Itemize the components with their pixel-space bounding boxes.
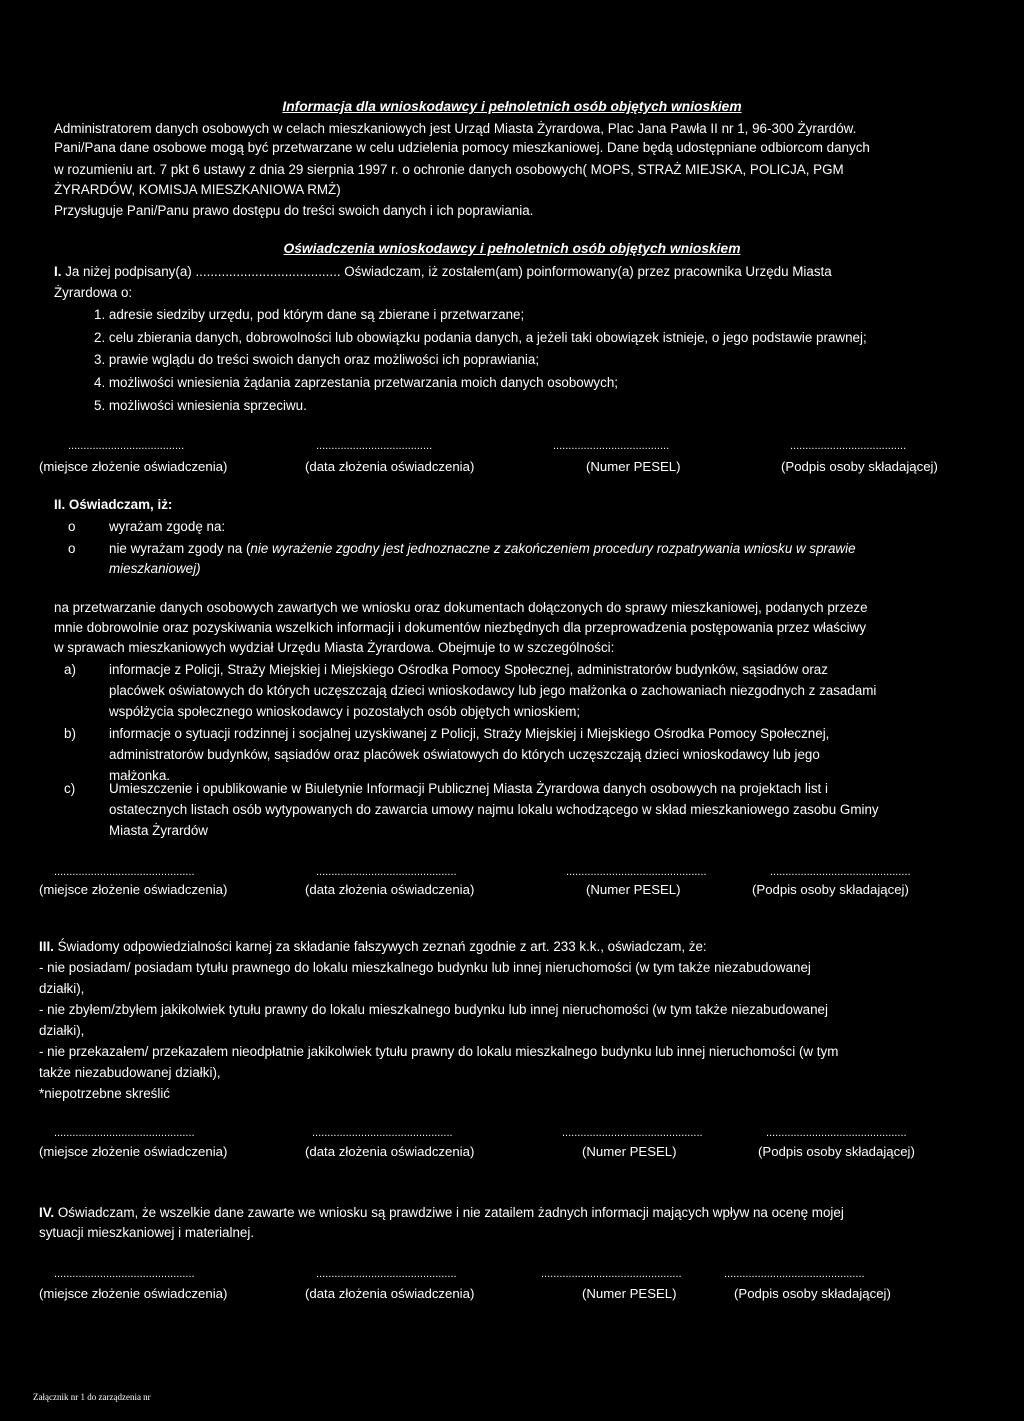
point-line: współżycia społecznego wnioskodawcy i pozostałych osób objętych wnioskiem; [109, 704, 581, 719]
declarations-heading: Oświadczenia wnioskodawcy i pełnoletnich osób objętych wnioskiem [283, 241, 741, 256]
signature-dots: ...................................... [790, 440, 907, 452]
signature-dots: .............................................. [766, 1127, 907, 1139]
section-3-line: także niezabudowanej działki), [39, 1065, 221, 1080]
signature-dots: .............................................. [316, 866, 457, 878]
signature-dots: .............................................. [566, 866, 707, 878]
section-2-body-line: w sprawach mieszkaniowych wydział Urzędu Miasta Żyrardowa. Obejmuje to w szczególności: [54, 640, 615, 655]
section-2-body [54, 598, 984, 658]
info-heading: Informacja dla wnioskodawcy i pełnoletnich osób objętych wnioskiem [282, 99, 742, 114]
info-line: Pani/Pana dane osobowe mogą być przetwarzane w celu udzielenia pomocy mieszkaniowej. Dane będą udostępniane odbiorcom danych [54, 140, 870, 155]
signature-pesel-label: (Numer PESEL) [582, 1144, 677, 1159]
section-1-numeral: I. [54, 264, 62, 279]
signature-dots: ...................................... [316, 440, 433, 452]
signature-dots: .............................................. [54, 1127, 195, 1139]
signature-date-label: (data złożenia oświadczenia) [305, 1144, 475, 1159]
point-a-text [109, 660, 876, 723]
section-4-text: Oświadczam, że wszelkie dane zawarte we wniosku są prawdziwe i nie zatailem żadnych informacji mających wpływ na ocenę mojej [57, 1205, 844, 1220]
point-line: Miasta Żyrardów [109, 823, 208, 838]
section-1-item: 1. adresie siedziby urzędu, pod którym dane są zbierane i przetwarzane; [94, 307, 525, 322]
disagree-prefix: nie wyrażam zgody na ( [109, 541, 251, 556]
section-1-item: 4. możliwości wniesienia żądania zaprzestania przetwarzania moich danych osobowych; [94, 375, 618, 390]
footer-note: Załącznik nr 1 do zarządzenia nr [33, 1392, 151, 1402]
point-line: placówek oświatowych do których uczęszczają dzieci wnioskodawcy lub jego małżonka o zachowaniach niezgodnych z zasadami [109, 683, 877, 698]
point-line: informacje o sytuacji rodzinnej i socjalnej uzyskiwanej z Policji, Straży Miejskiej i Miejskiego Ośrodka Pomocy Społecznej, [109, 726, 830, 741]
signature-date-label: (data złożenia oświadczenia) [305, 459, 475, 474]
option-bullet: o [68, 541, 76, 556]
signature-dots: .............................................. [541, 1268, 682, 1280]
consent-option-agree: wyrażam zgodę na: [109, 519, 226, 534]
disagree-note: nie wyrażenie zgodny jest jednoznaczne z zakończeniem procedury rozpatrywania wniosku w sprawie [250, 541, 856, 556]
info-line: w rozumieniu art. 7 pkt 6 ustawy z dnia 29 sierpnia 1997 r. o ochronie danych osobowych( MOPS, STRAŻ MIEJSKA, POLICJA, PGM [54, 162, 844, 177]
disagree-note-cont: mieszkaniowej) [109, 561, 201, 576]
section-1-text: Ja niżej podpisany(a) ....................................... Oświadczam, iż zostałem(am) poinformowany(a) przez pracownika Urzędu Miasta [65, 264, 832, 279]
section-3-line: - nie zbyłem/zbyłem jakikolwiek tytułu prawny do lokalu mieszkalnego budynku lub innej nieruchomości (w tym także niezabudowanej [39, 1002, 828, 1017]
signature-pesel-label: (Numer PESEL) [586, 882, 681, 897]
signature-dots: .............................................. [312, 1127, 453, 1139]
section-4-line1 [39, 1203, 844, 1222]
section-2-body-line: na przetwarzanie danych osobowych zawartych we wniosku oraz dokumentach dołączonych do sprawy mieszkaniowej, podanych przeze [54, 600, 868, 615]
info-line: Administratorem danych osobowych w celach mieszkaniowych jest Urząd Miasta Żyrardowa, Plac Jana Pawła II nr 1, 96-300 Żyrardów. [54, 121, 857, 136]
point-letter: c) [64, 781, 76, 796]
signature-sign-label: (Podpis osoby składającej) [758, 1144, 915, 1159]
signature-dots: ...................................... [553, 440, 670, 452]
section-2-numeral: II. [54, 497, 66, 512]
signature-dots: .............................................. [724, 1268, 865, 1280]
section-2-title-text: Oświadczam, iż: [68, 497, 173, 512]
point-line: informacje z Policji, Straży Miejskiej i Miejskiego Ośrodka Pomocy Społecznej, administratorów budynków, sąsiadów oraz [109, 662, 828, 677]
section-3-line: - nie przekazałem/ przekazałem nieodpłatnie jakikolwiek tytułu prawny do lokalu mieszkalnego budynku lub innej nieruchomości (w tym [39, 1044, 839, 1059]
signature-dots: .............................................. [316, 1268, 457, 1280]
signature-place-label: (miejsce złożenie oświadczenia) [39, 1144, 228, 1159]
signature-sign-label: (Podpis osoby składającej) [781, 459, 938, 474]
signature-sign-label: (Podpis osoby składającej) [734, 1286, 891, 1301]
section-3-body [39, 958, 838, 1105]
signature-place-label: (miejsce złożenie oświadczenia) [39, 882, 228, 897]
signature-sign-label: (Podpis osoby składającej) [752, 882, 909, 897]
point-letter: a) [64, 662, 76, 677]
section-4-line2: sytuacji mieszkaniowej i materialnej. [39, 1225, 255, 1240]
footnote: *niepotrzebne skreślić [39, 1086, 170, 1101]
signature-dots: .............................................. [54, 866, 195, 878]
section-3-line: działki), [39, 1023, 85, 1038]
section-1-line2: Żyrardowa o: [54, 285, 133, 300]
point-line: ostatecznych listach osób wytypowanych do zawarcia umowy najmu lokalu wchodzącego w skład mieszkaniowego zasobu Gminy [109, 802, 879, 817]
signature-date-label: (data złożenia oświadczenia) [305, 1286, 475, 1301]
section-4-numeral: IV. [39, 1205, 55, 1220]
info-paragraph [54, 119, 984, 221]
option-bullet: o [68, 519, 76, 534]
section-3-line: działki), [39, 981, 85, 996]
signature-pesel-label: (Numer PESEL) [582, 1286, 677, 1301]
section-1-item: 5. możliwości wniesienia sprzeciwu. [94, 398, 307, 413]
section-3-title [39, 937, 707, 956]
point-line: Umieszczenie i opublikowanie w Biuletynie Informacji Publicznej Miasta Żyrardowa danych osobowych na projektach list i [109, 781, 828, 796]
info-line: Przysługuje Pani/Panu prawo dostępu do treści swoich danych i ich poprawiania. [54, 203, 534, 218]
section-2-body-line: mnie dobrowolnie oraz pozyskiwania wszelkich informacji i dokumentów niezbędnych dla przeprowadzenia postępowania przez właściwy [54, 620, 867, 635]
signature-date-label: (data złożenia oświadczenia) [305, 882, 475, 897]
point-letter: b) [64, 726, 76, 741]
point-line: administratorów budynków, sąsiadów oraz placówek oświatowych do których uczęszczają dzieci wnioskodawcy lub jego [109, 747, 820, 762]
section-3-numeral: III. [39, 939, 54, 954]
point-line: małżonka. [109, 768, 171, 783]
section-1-item: 2. celu zbierania danych, dobrowolności lub obowiązku podania danych, a jeżeli taki obowiązek istnieje, o jego podstawie prawnej; [94, 330, 867, 345]
info-line: ŻYRARDÓW, KOMISJA MIESZKANIOWA RMŻ) [54, 182, 341, 197]
consent-option-disagree [109, 539, 856, 558]
point-c-text [109, 779, 879, 842]
section-3-intro: Świadomy odpowiedzialności karnej za składanie fałszywych zeznań zgodnie z art. 233 k.k., oświadczam, że: [57, 939, 707, 954]
signature-dots: .............................................. [562, 1127, 703, 1139]
signature-dots: .............................................. [54, 1268, 195, 1280]
signature-dots: .............................................. [770, 866, 911, 878]
section-1-item: 3. prawie wglądu do treści swoich danych oraz możliwości ich poprawiania; [94, 352, 540, 367]
section-1-line [54, 262, 832, 281]
signature-pesel-label: (Numer PESEL) [586, 459, 681, 474]
point-b-text [109, 724, 829, 787]
section-2-title [54, 495, 172, 514]
section-3-line: - nie posiadam/ posiadam tytułu prawnego do lokalu mieszkalnego budynku lub innej nieruchomości (w tym także niezabudowanej [39, 960, 811, 975]
signature-dots: ...................................... [68, 440, 185, 452]
signature-place-label: (miejsce złożenie oświadczenia) [39, 1286, 228, 1301]
signature-place-label: (miejsce złożenie oświadczenia) [39, 459, 228, 474]
